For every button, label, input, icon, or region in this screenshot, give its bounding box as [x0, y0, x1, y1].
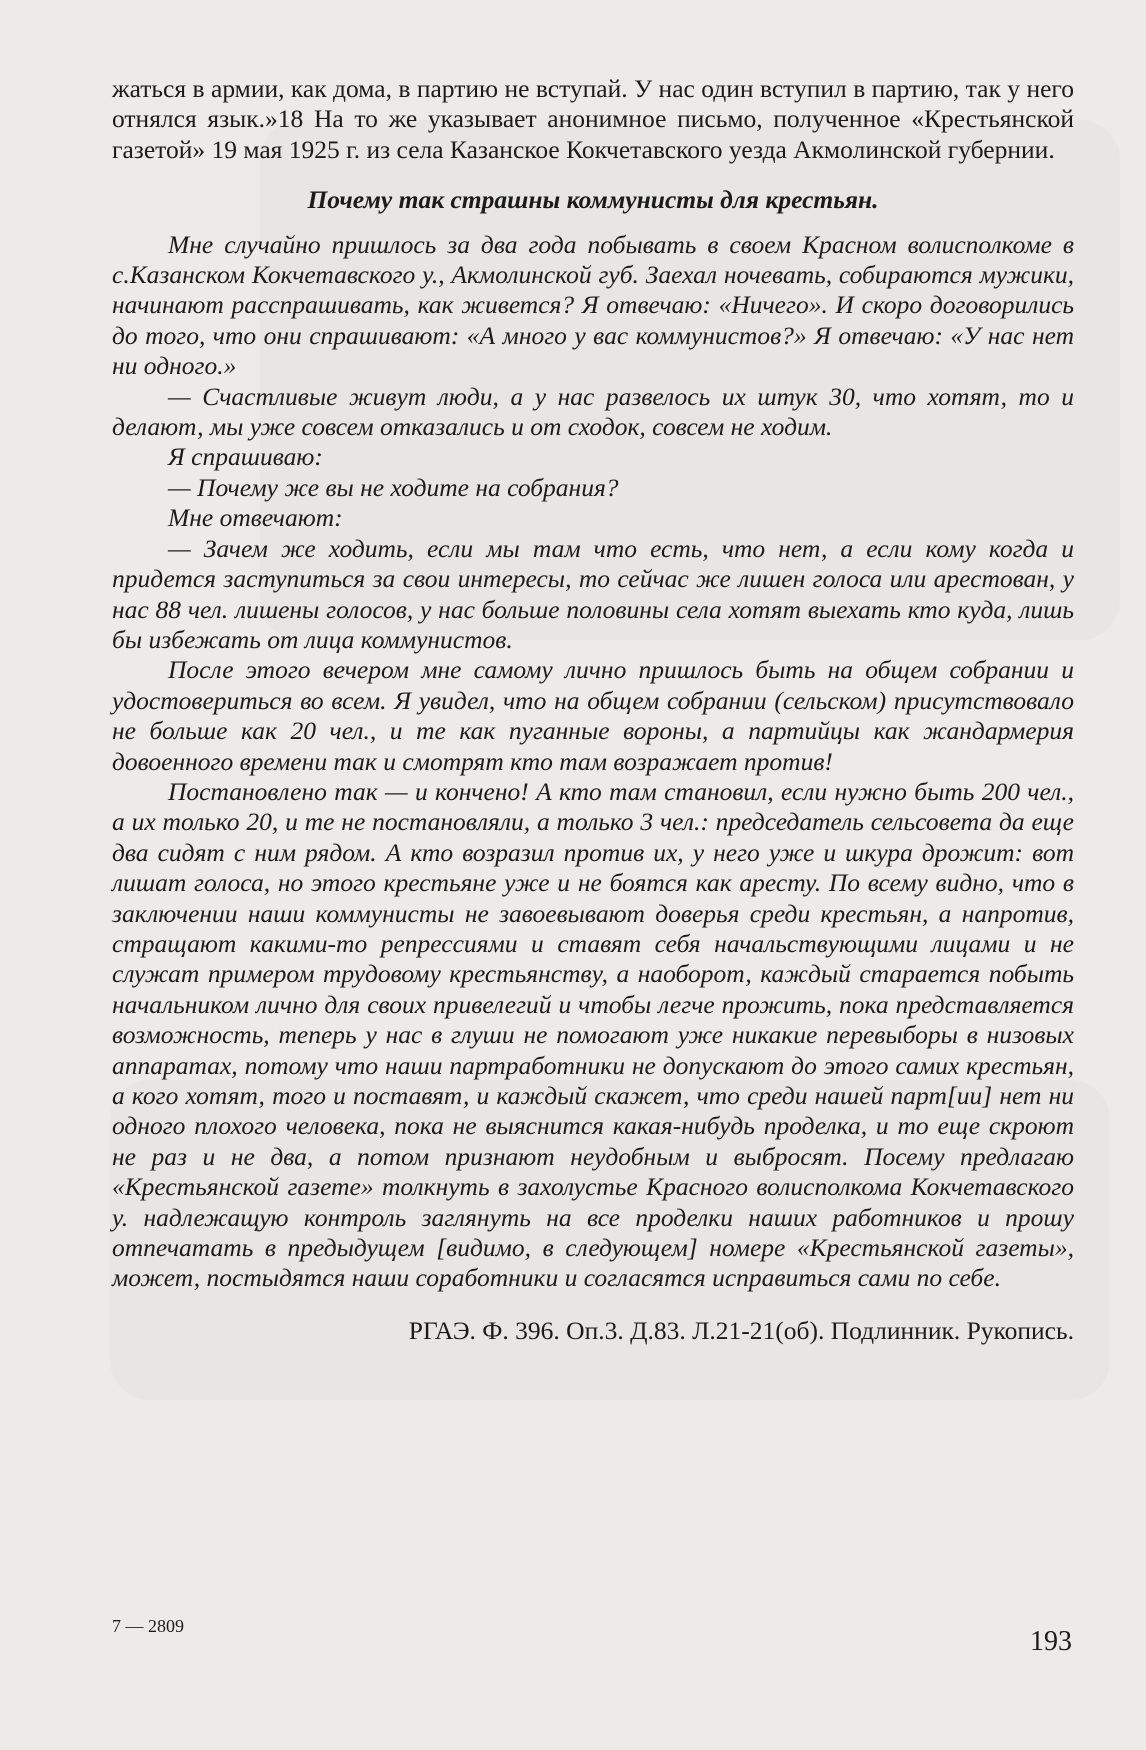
letter-paragraph: Мне отвечают:: [168, 503, 343, 533]
printer-signature: 7 — 2809: [112, 1616, 184, 1636]
letter-paragraph: После этого вечером мне самому лично пришлось быть на общем собрании и удостовериться во всем. Я увидел, что на общем собрании (сельском) присутствовало не больше как 20 чел., и те как пуганные вороны, а партийцы как жандармерия довоенного времени так и смотрят кто там возражает против!: [112, 655, 1074, 776]
letter-paragraph: — Почему же вы не ходите на собрания?: [168, 472, 619, 502]
letter-paragraph: Мне случайно пришлось за два года побывать в своем Красном волисполкоме в с.Казанском Кокчетавского у., Акмолинской губ. Заехал ночевать, собираются мужики, начинают расспрашивать, как живется? Я отвечаю: «Ничего». И скоро договорились до того, что они спрашивают: «А много у вас коммунистов?» Я отвечаю: «У нас нет ни одного.»: [112, 229, 1074, 381]
letter-title: Почему так страшны коммунисты для крестьян.: [307, 185, 879, 215]
letter-body: [112, 230, 1074, 1294]
letter-paragraph: — Зачем же ходить, если мы там что есть, что нет, а если кому когда и придется заступиться за свои интересы, то сейчас же лишен голоса или арестован, у нас 88 чел. лишены голосов, у нас больше половины села хотят выехать кто куда, лишь бы избежать от лица коммунистов.: [112, 533, 1074, 654]
letter-paragraph: — Счастливые живут люди, а у нас развелось их штук 30, что хотят, то и делают, мы уже совсем отказались и от сходок, совсем не ходим.: [112, 381, 1074, 442]
letter-paragraph: Постановлено так — и кончено! А кто там становил, если нужно быть 200 чел., а их только 20, и те не постановляли, а только 3 чел.: председатель сельсовета да еще два сидят с ним рядом. А кто возразил против их, у него уже и шкура дрожит: вот лишат голоса, но этого крестьяне уже и не боятся как аресту. По всему видно, что в заключении наши коммунисты не завоевывают доверья среди крестьян, а напротив, стращают какими-то репрессиями и ставят себя начальствующими лицами и не служат примером трудовому крестьянству, а наоборот, каждый старается побыть начальником лично для своих привелегий и чтобы легче прожить, пока представляется возможность, теперь у нас в глуши не помогают уже никакие перевыборы в низовых аппаратах, потому что наши партработники не допускают до этого самих крестьян, а кого хотят, того и поставят, и каждый скажет, что среди нашей парт[ии] нет ни одного плохого человека, пока не выяснится какая-нибудь проделка, и то еще скроют не раз и не два, а потом признают неудобным и выбросят. Посему предлагаю «Крестьянской газете» толкнуть в захолустье Красного волисполкома Кокчетавского у. надлежащую контроль заглянуть на все проделки наших работников и прошу отпечатать в предыдущем [видимо, в следующем] номере «Крестьянской газеты», может, постыдятся наши соработники и согласятся исправиться сами по себе.: [112, 776, 1074, 1293]
page-number: 193: [1030, 1626, 1072, 1657]
letter-paragraph: Я спрашиваю:: [168, 442, 323, 472]
archive-source-citation: РГАЭ. Ф. 396. Оп.3. Д.83. Л.21-21(об). Подлинник. Рукопись.: [408, 1315, 1074, 1345]
page-content: [112, 74, 1074, 1346]
intro-paragraph: жаться в армии, как дома, в партию не вступай. У нас один вступил в партию, так у него отнялся язык.»18 На то же указывает анонимное письмо, полученное «Крестьянской газетой» 19 мая 1925 г. из села Казанское Кокчетавского уезда Акмолинской губернии.: [112, 74, 1074, 164]
